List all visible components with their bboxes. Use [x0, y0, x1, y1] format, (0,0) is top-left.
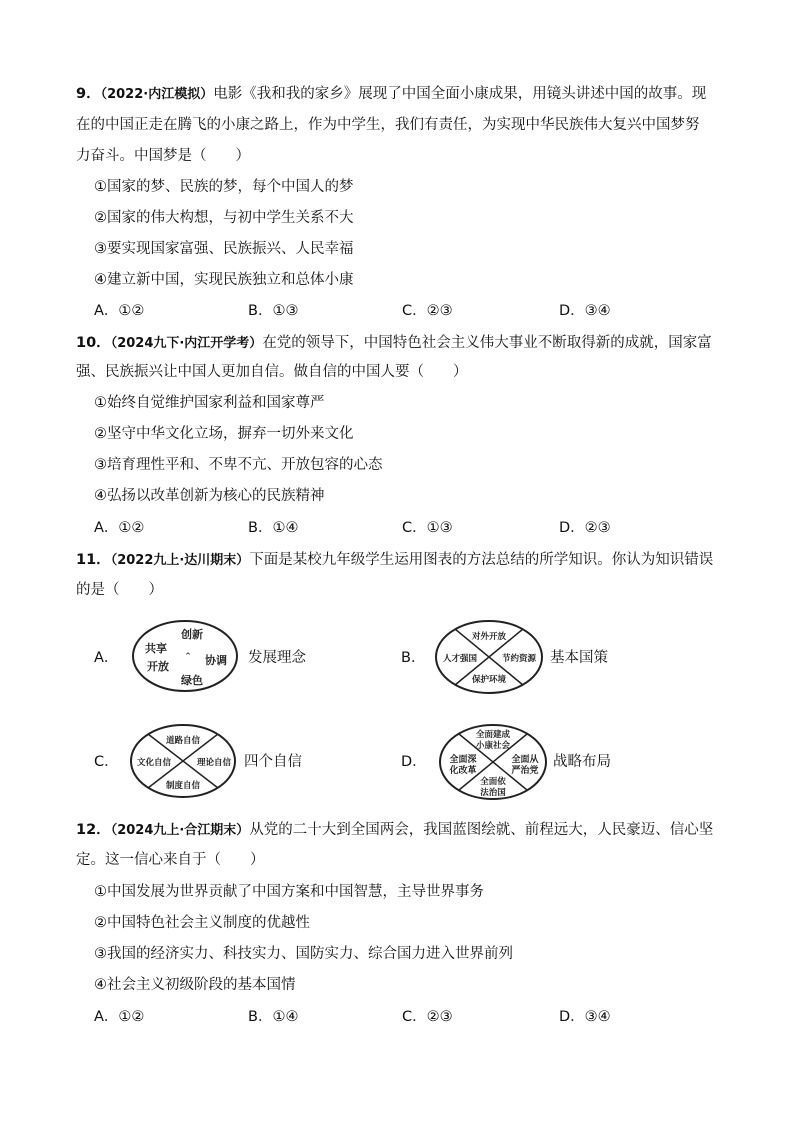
- choice-letter: B．: [401, 650, 426, 666]
- answer-choices: [94, 301, 714, 321]
- statement-option: ④社会主义初级阶段的基本国情: [94, 977, 296, 993]
- statement-option: ④建立新中国，实现民族独立和总体小康: [94, 272, 354, 288]
- circle-diagram-b: [433, 618, 545, 696]
- choice-c[interactable]: C．②③: [402, 1009, 453, 1025]
- statement-option: ②坚守中华文化立场，摒弃一切外来文化: [94, 426, 354, 442]
- question-stem: 10．（2024九下·内江开学考）在党的领导下，中国特色社会主义伟大事业不断取得新的成就，国家富: [76, 335, 712, 351]
- circle-diagram-a: [130, 618, 240, 694]
- diagram-caption: 基本国策: [550, 650, 608, 666]
- diagram-caption: 四个自信: [244, 754, 302, 770]
- diagram-word: 化改革: [449, 766, 477, 776]
- statement-option: ③我国的经济实力、科技实力、国防实力、综合国力进入世界前列: [94, 946, 513, 962]
- diagram-word: 创新: [181, 628, 203, 641]
- question-stem: 12．（2024九上·合江期末）从党的二十大到全国两会，我国蓝图绘就、前程远大，人民豪迈、信心坚: [76, 822, 714, 838]
- statement-option: ①国家的梦、民族的梦，每个中国人的梦: [94, 179, 354, 195]
- diagram-word: 对外开放: [471, 632, 507, 642]
- choice-b[interactable]: B．①④: [248, 1009, 299, 1025]
- diagram-word: 节约资源: [501, 654, 537, 664]
- diagram-caption: 战略布局: [553, 754, 611, 770]
- diagram-word: 全面建成: [475, 730, 511, 740]
- statement-option: ②中国特色社会主义制度的优越性: [94, 915, 310, 931]
- diagram-word: 保护环境: [471, 675, 507, 685]
- statement-option: ②国家的伟大构想，与初中学生关系不大: [94, 210, 354, 226]
- diagram-row-cd: [76, 722, 736, 802]
- diagram-word: 绿色: [181, 674, 203, 687]
- answer-choices: [94, 518, 714, 538]
- diagram-word: 小康社会: [475, 741, 511, 751]
- choice-c-diagram[interactable]: [94, 722, 394, 802]
- diagram-word: 全面从: [511, 755, 539, 765]
- statement-option: ④弘扬以改革创新为核心的民族精神: [94, 488, 325, 504]
- choice-a[interactable]: A．①②: [94, 1009, 145, 1025]
- statement-option: ③培育理性平和、不卑不亢、开放包容的心态: [94, 457, 383, 473]
- choice-a-diagram[interactable]: [94, 618, 394, 698]
- diagram-word: 全面依: [480, 777, 506, 787]
- statement-option: ①中国发展为世界贡献了中国方案和中国智慧，主导世界事务: [94, 884, 484, 900]
- diagram-row-ab: [76, 618, 736, 698]
- question-source: （2022·内江模拟）: [100, 87, 214, 102]
- choice-letter: D．: [401, 754, 427, 770]
- question-number: 9．: [76, 86, 101, 102]
- choice-b-diagram[interactable]: [401, 618, 721, 698]
- choice-letter: C．: [94, 754, 119, 770]
- choice-a[interactable]: A．①②: [94, 303, 145, 319]
- circle-diagram-d: [437, 722, 549, 802]
- choice-d[interactable]: D．②③: [559, 520, 611, 536]
- diagram-word: 理论自信: [196, 758, 232, 768]
- question-source: （2024九上·合江期末）: [110, 823, 250, 838]
- diagram-word: 开放: [147, 660, 169, 673]
- question-number: 10．: [76, 335, 111, 351]
- question-source: （2022九上·达川期末）: [110, 553, 250, 568]
- diagram-dot: ^: [185, 652, 191, 660]
- choice-c[interactable]: C．②③: [402, 303, 453, 319]
- diagram-word: 制度自信: [165, 781, 201, 791]
- statement-option: ③要实现国家富强、民族振兴、人民幸福: [94, 241, 354, 257]
- question-stem-line: 的是（ ）: [76, 582, 163, 598]
- diagram-word: 严治党: [511, 766, 539, 776]
- question-number: 12．: [76, 822, 111, 838]
- question-stem: 11．（2022九上·达川期末）下面是某校九年级学生运用图表的方法总结的所学知识。你认为知识错误: [76, 552, 714, 568]
- diagram-word: 共享: [145, 642, 167, 655]
- choice-d-diagram[interactable]: [401, 722, 721, 802]
- question-stem-line: 强、民族振兴让中国人更加自信。做自信的中国人要（ ）: [76, 364, 468, 380]
- diagram-word: 法治国: [480, 788, 506, 798]
- circle-diagram-c: [128, 722, 238, 800]
- question-stem-line: 在的中国正走在腾飞的小康之路上，作为中学生，我们有责任，为实现中华民族伟大复兴中国梦努: [76, 117, 700, 133]
- diagram-word: 全面深: [449, 755, 477, 765]
- choice-b[interactable]: B．①③: [248, 303, 299, 319]
- choice-d[interactable]: D．③④: [559, 1009, 611, 1025]
- question-stem-line: 力奋斗。中国梦是（ ）: [76, 148, 250, 164]
- question-number: 11．: [76, 552, 111, 568]
- diagram-word: 道路自信: [165, 736, 201, 746]
- choice-b[interactable]: B．①④: [248, 520, 299, 536]
- answer-choices: [94, 1007, 714, 1027]
- question-stem: 9．（2022·内江模拟）电影《我和我的家乡》展现了中国全面小康成果，用镜头讲述中国的故事。现: [76, 86, 707, 102]
- question-stem-line: 定。这一信心来自于（ ）: [76, 852, 265, 868]
- diagram-word: 人才强国: [442, 654, 478, 664]
- question-source: （2024九下·内江开学考）: [110, 336, 263, 351]
- diagram-word: 协调: [205, 654, 227, 667]
- choice-a[interactable]: A．①②: [94, 520, 145, 536]
- statement-option: ①始终自觉维护国家利益和国家尊严: [94, 395, 325, 411]
- diagram-word: 文化自信: [136, 758, 172, 768]
- choice-letter: A．: [94, 650, 119, 666]
- choice-d[interactable]: D．③④: [559, 303, 611, 319]
- choice-c[interactable]: C．①③: [402, 520, 453, 536]
- diagram-caption: 发展理念: [248, 650, 306, 666]
